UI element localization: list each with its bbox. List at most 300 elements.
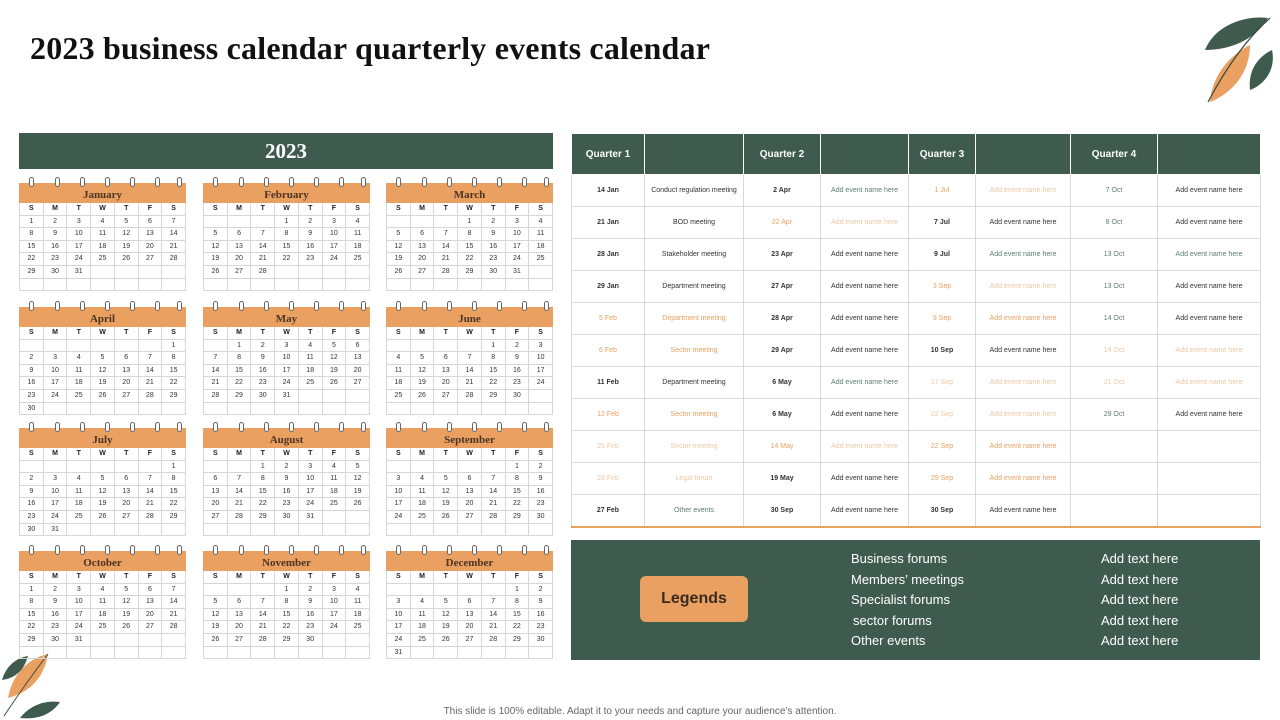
empty-day-cell [91, 279, 115, 292]
day-name: W [275, 203, 299, 216]
day-cell: 12 [204, 609, 228, 622]
day-cell: 8 [228, 352, 252, 365]
day-cell: 22 [20, 621, 44, 634]
binder-ring-icon [361, 301, 366, 311]
day-cell: 30 [275, 511, 299, 524]
day-name: S [204, 571, 228, 584]
day-cell: 10 [387, 609, 411, 622]
empty-day-cell [458, 279, 482, 292]
event-date-cell: 27 Apr [744, 271, 821, 303]
event-name-cell [1158, 495, 1261, 528]
quarter-header-cell: Quarter 1 [572, 134, 645, 175]
day-name: W [275, 571, 299, 584]
day-cell: 7 [434, 228, 458, 241]
empty-day-cell [346, 511, 370, 524]
day-cell: 1 [251, 461, 275, 474]
binder-ring-icon [264, 177, 269, 187]
empty-day-cell [251, 584, 275, 597]
binder-ring-icon [177, 422, 182, 432]
binder-ring-icon [422, 301, 427, 311]
empty-day-cell [228, 216, 252, 229]
leaf-decoration-icon [1190, 10, 1280, 110]
empty-day-cell [91, 647, 115, 660]
event-date-cell: 29 Oct [1071, 399, 1158, 431]
day-name: M [44, 448, 68, 461]
empty-day-cell [20, 461, 44, 474]
day-cell: 29 [251, 511, 275, 524]
day-cell: 9 [275, 473, 299, 486]
day-cell: 25 [346, 621, 370, 634]
day-cell: 7 [482, 473, 506, 486]
binder-ring-icon [422, 545, 427, 555]
event-name-cell: Add event name here [1158, 367, 1261, 399]
day-name: F [323, 448, 347, 461]
day-cell: 23 [251, 377, 275, 390]
empty-day-cell [115, 461, 139, 474]
day-cell: 5 [434, 473, 458, 486]
legend-category: sector forums [853, 613, 932, 628]
empty-day-cell [44, 340, 68, 353]
binder-ring-icon [497, 422, 502, 432]
empty-day-cell [299, 390, 323, 403]
day-cell: 16 [44, 609, 68, 622]
month-day-grid [203, 327, 370, 415]
empty-day-cell [299, 647, 323, 660]
day-cell: 26 [91, 511, 115, 524]
day-cell: 24 [275, 377, 299, 390]
empty-day-cell [139, 266, 163, 279]
event-date-cell: 2 Apr [744, 175, 821, 207]
event-name-cell: Department meeting [645, 303, 744, 335]
event-date-cell: 25 Feb [572, 431, 645, 463]
month-name: April [19, 307, 186, 327]
day-cell: 12 [411, 365, 435, 378]
empty-day-cell [346, 266, 370, 279]
day-cell: 1 [20, 584, 44, 597]
day-cell: 8 [20, 228, 44, 241]
event-name-cell [1158, 431, 1261, 463]
day-cell: 8 [506, 596, 530, 609]
day-cell: 28 [162, 621, 186, 634]
empty-day-cell [139, 634, 163, 647]
day-cell: 23 [506, 377, 530, 390]
binder-ring-icon [339, 422, 344, 432]
day-name: W [275, 327, 299, 340]
day-name: S [529, 571, 553, 584]
binder-ring-icon [155, 422, 160, 432]
day-cell: 10 [275, 352, 299, 365]
day-cell: 12 [91, 486, 115, 499]
empty-day-cell [323, 634, 347, 647]
month-day-grid [203, 203, 370, 291]
day-name: W [458, 327, 482, 340]
day-cell: 18 [411, 621, 435, 634]
day-cell: 7 [251, 228, 275, 241]
day-cell: 7 [139, 473, 163, 486]
empty-day-cell [115, 403, 139, 416]
day-cell: 7 [162, 584, 186, 597]
empty-day-cell [434, 461, 458, 474]
day-name: T [115, 203, 139, 216]
day-cell: 17 [299, 486, 323, 499]
day-cell: 27 [458, 511, 482, 524]
day-cell: 6 [346, 340, 370, 353]
day-cell: 20 [115, 498, 139, 511]
day-cell: 27 [346, 377, 370, 390]
day-cell: 5 [115, 584, 139, 597]
legends-button[interactable]: Legends [640, 576, 748, 622]
day-cell: 22 [162, 498, 186, 511]
day-cell: 23 [44, 621, 68, 634]
day-cell: 1 [482, 340, 506, 353]
day-cell: 14 [482, 486, 506, 499]
day-name: W [458, 571, 482, 584]
empty-day-cell [67, 403, 91, 416]
event-name-cell: Department meeting [645, 367, 744, 399]
day-cell: 21 [482, 621, 506, 634]
day-cell: 16 [299, 241, 323, 254]
month-calendar [203, 428, 370, 536]
event-name-cell: Add event name here [821, 463, 909, 495]
day-cell: 25 [91, 253, 115, 266]
empty-day-cell [204, 216, 228, 229]
empty-day-cell [275, 279, 299, 292]
day-cell: 29 [228, 390, 252, 403]
day-cell: 2 [529, 584, 553, 597]
day-cell: 7 [458, 352, 482, 365]
day-cell: 13 [458, 609, 482, 622]
day-cell: 28 [458, 390, 482, 403]
empty-day-cell [251, 524, 275, 537]
day-cell: 24 [67, 253, 91, 266]
day-cell: 15 [228, 365, 252, 378]
event-name-cell: Add event name here [1158, 271, 1261, 303]
empty-day-cell [139, 279, 163, 292]
day-cell: 22 [228, 377, 252, 390]
binder-ring-icon [177, 177, 182, 187]
event-date-cell: 28 Feb [572, 463, 645, 495]
day-name: S [162, 203, 186, 216]
day-cell: 14 [228, 486, 252, 499]
day-cell: 11 [411, 609, 435, 622]
empty-day-cell [346, 403, 370, 416]
event-date-cell: 14 Oct [1071, 303, 1158, 335]
day-cell: 26 [323, 377, 347, 390]
quarter-header-cell [821, 134, 909, 175]
day-cell: 15 [275, 609, 299, 622]
empty-day-cell [458, 524, 482, 537]
empty-day-cell [411, 403, 435, 416]
empty-day-cell [323, 266, 347, 279]
day-cell: 19 [323, 365, 347, 378]
month-calendar [386, 183, 553, 291]
day-cell: 10 [44, 486, 68, 499]
day-cell: 11 [299, 352, 323, 365]
day-cell: 29 [162, 511, 186, 524]
day-cell: 25 [387, 390, 411, 403]
day-cell: 15 [458, 241, 482, 254]
empty-day-cell [323, 511, 347, 524]
event-name-cell: Add event name here [1158, 239, 1261, 271]
day-cell: 4 [411, 473, 435, 486]
empty-day-cell [91, 461, 115, 474]
day-name: F [506, 327, 530, 340]
month-name: December [386, 551, 553, 571]
table-row [572, 399, 1261, 431]
empty-day-cell [411, 524, 435, 537]
day-cell: 9 [44, 596, 68, 609]
day-cell: 3 [275, 340, 299, 353]
day-cell: 10 [299, 473, 323, 486]
day-name: S [346, 571, 370, 584]
day-cell: 6 [228, 228, 252, 241]
day-cell: 23 [44, 253, 68, 266]
quarter-header-cell: Quarter 4 [1071, 134, 1158, 175]
day-cell: 30 [251, 390, 275, 403]
table-row [572, 207, 1261, 239]
binder-ring-icon [314, 545, 319, 555]
day-cell: 9 [299, 596, 323, 609]
day-cell: 17 [44, 377, 68, 390]
quarter-header-cell: Quarter 3 [909, 134, 976, 175]
day-name: T [251, 448, 275, 461]
day-cell: 20 [458, 621, 482, 634]
binder-ring-icon [396, 545, 401, 555]
day-cell: 10 [323, 596, 347, 609]
day-cell: 12 [204, 241, 228, 254]
month-name: January [19, 183, 186, 203]
day-cell: 14 [139, 365, 163, 378]
day-cell: 3 [387, 473, 411, 486]
day-name: S [387, 571, 411, 584]
event-date-cell: 13 Oct [1071, 239, 1158, 271]
empty-day-cell [251, 403, 275, 416]
event-date-cell: 14 Jan [572, 175, 645, 207]
empty-day-cell [115, 524, 139, 537]
event-name-cell: Add event name here [976, 463, 1071, 495]
day-cell: 30 [529, 511, 553, 524]
day-cell: 13 [346, 352, 370, 365]
day-cell: 23 [20, 511, 44, 524]
binder-ring-icon [155, 545, 160, 555]
month-day-grid [19, 327, 186, 415]
day-cell: 8 [482, 352, 506, 365]
month-day-grid [386, 571, 553, 659]
day-cell: 20 [346, 365, 370, 378]
event-date-cell: 6 Feb [572, 335, 645, 367]
event-date-cell: 9 Jul [909, 239, 976, 271]
month-day-grid [19, 571, 186, 659]
empty-day-cell [529, 390, 553, 403]
day-cell: 10 [44, 365, 68, 378]
event-name-cell: Add event name here [821, 303, 909, 335]
day-cell: 24 [44, 511, 68, 524]
day-cell: 27 [411, 266, 435, 279]
event-name-cell: Add event name here [821, 271, 909, 303]
event-date-cell: 13 Oct [1071, 271, 1158, 303]
day-cell: 31 [67, 266, 91, 279]
day-cell: 27 [458, 634, 482, 647]
empty-day-cell [323, 390, 347, 403]
legend-text: Add text here [1101, 551, 1179, 566]
day-cell: 23 [299, 253, 323, 266]
event-name-cell: Add event name here [976, 399, 1071, 431]
month-name: September [386, 428, 553, 448]
event-name-cell: Add event name here [976, 271, 1071, 303]
day-cell: 9 [44, 228, 68, 241]
day-cell: 11 [91, 228, 115, 241]
empty-day-cell [299, 524, 323, 537]
binder-ring-icon [289, 177, 294, 187]
empty-day-cell [458, 461, 482, 474]
empty-day-cell [411, 279, 435, 292]
day-cell: 2 [529, 461, 553, 474]
month-calendar [19, 551, 186, 659]
day-cell: 9 [482, 228, 506, 241]
event-date-cell: 28 Jan [572, 239, 645, 271]
day-cell: 27 [139, 621, 163, 634]
table-row [572, 175, 1261, 207]
day-cell: 21 [139, 377, 163, 390]
day-cell: 15 [275, 241, 299, 254]
day-cell: 27 [228, 266, 252, 279]
empty-day-cell [506, 647, 530, 660]
day-name: M [228, 203, 252, 216]
legend-category: Specialist forums [851, 592, 950, 607]
empty-day-cell [411, 584, 435, 597]
legend-text: Add text here [1101, 572, 1179, 587]
day-cell: 17 [506, 241, 530, 254]
event-name-cell: Add event name here [821, 175, 909, 207]
event-name-cell: Add event name here [821, 367, 909, 399]
empty-day-cell [275, 647, 299, 660]
day-cell: 22 [458, 253, 482, 266]
day-cell: 11 [91, 596, 115, 609]
empty-day-cell [204, 403, 228, 416]
day-name: F [506, 448, 530, 461]
day-cell: 2 [299, 216, 323, 229]
empty-day-cell [91, 403, 115, 416]
day-cell: 3 [506, 216, 530, 229]
day-cell: 20 [139, 609, 163, 622]
empty-day-cell [323, 403, 347, 416]
event-date-cell: 30 Sep [909, 495, 976, 528]
day-cell: 29 [482, 390, 506, 403]
day-name: M [411, 203, 435, 216]
day-cell: 18 [346, 241, 370, 254]
day-cell: 26 [434, 634, 458, 647]
empty-day-cell [162, 524, 186, 537]
day-cell: 28 [251, 634, 275, 647]
empty-day-cell [115, 279, 139, 292]
binder-ring-icon [447, 545, 452, 555]
event-name-cell: Add event name here [1158, 175, 1261, 207]
day-cell: 5 [434, 596, 458, 609]
empty-day-cell [299, 403, 323, 416]
empty-day-cell [162, 266, 186, 279]
empty-day-cell [411, 647, 435, 660]
event-name-cell: Add event name here [821, 207, 909, 239]
day-cell: 30 [20, 524, 44, 537]
day-cell: 14 [162, 228, 186, 241]
day-cell: 22 [482, 377, 506, 390]
empty-day-cell [228, 524, 252, 537]
day-name: S [346, 327, 370, 340]
binder-ring-icon [544, 301, 549, 311]
empty-day-cell [162, 634, 186, 647]
empty-day-cell [162, 279, 186, 292]
event-date-cell [1071, 495, 1158, 528]
day-cell: 22 [506, 498, 530, 511]
day-cell: 23 [299, 621, 323, 634]
day-cell: 13 [458, 486, 482, 499]
day-name: S [529, 327, 553, 340]
day-cell: 17 [529, 365, 553, 378]
day-cell: 30 [529, 634, 553, 647]
day-cell: 2 [299, 584, 323, 597]
day-cell: 3 [323, 584, 347, 597]
event-date-cell [1071, 431, 1158, 463]
day-cell: 11 [387, 365, 411, 378]
day-cell: 15 [162, 486, 186, 499]
empty-day-cell [387, 279, 411, 292]
day-name: T [299, 203, 323, 216]
month-name: March [386, 183, 553, 203]
month-calendar [19, 307, 186, 415]
empty-day-cell [204, 461, 228, 474]
day-name: T [482, 327, 506, 340]
empty-day-cell [91, 340, 115, 353]
month-name: July [19, 428, 186, 448]
day-cell: 22 [506, 621, 530, 634]
event-date-cell: 29 Sep [909, 463, 976, 495]
day-cell: 13 [139, 228, 163, 241]
empty-day-cell [91, 266, 115, 279]
day-cell: 5 [204, 596, 228, 609]
day-cell: 1 [275, 584, 299, 597]
day-cell: 12 [115, 228, 139, 241]
day-cell: 2 [275, 461, 299, 474]
empty-day-cell [323, 647, 347, 660]
event-name-cell: Add event name here [976, 431, 1071, 463]
month-calendar [203, 551, 370, 659]
binder-ring-icon [447, 301, 452, 311]
day-cell: 10 [529, 352, 553, 365]
event-name-cell [1158, 463, 1261, 495]
empty-day-cell [228, 584, 252, 597]
day-name: M [411, 448, 435, 461]
day-cell: 2 [44, 216, 68, 229]
binder-ring-icon [105, 545, 110, 555]
month-calendar [386, 551, 553, 659]
day-name: M [44, 327, 68, 340]
month-name: August [203, 428, 370, 448]
day-cell: 7 [204, 352, 228, 365]
footer-note: This slide is 100% editable. Adapt it to your needs and capture your audience’s attention. [443, 706, 837, 717]
day-name: T [67, 203, 91, 216]
event-name-cell: Stakeholder meeting [645, 239, 744, 271]
empty-day-cell [115, 266, 139, 279]
binder-ring-icon [213, 545, 218, 555]
empty-day-cell [387, 340, 411, 353]
day-name: W [458, 448, 482, 461]
day-cell: 6 [115, 473, 139, 486]
day-name: T [115, 571, 139, 584]
binder-ring-icon [522, 545, 527, 555]
event-date-cell: 8 Oct [1071, 207, 1158, 239]
binder-ring-icon [472, 301, 477, 311]
day-cell: 18 [387, 377, 411, 390]
